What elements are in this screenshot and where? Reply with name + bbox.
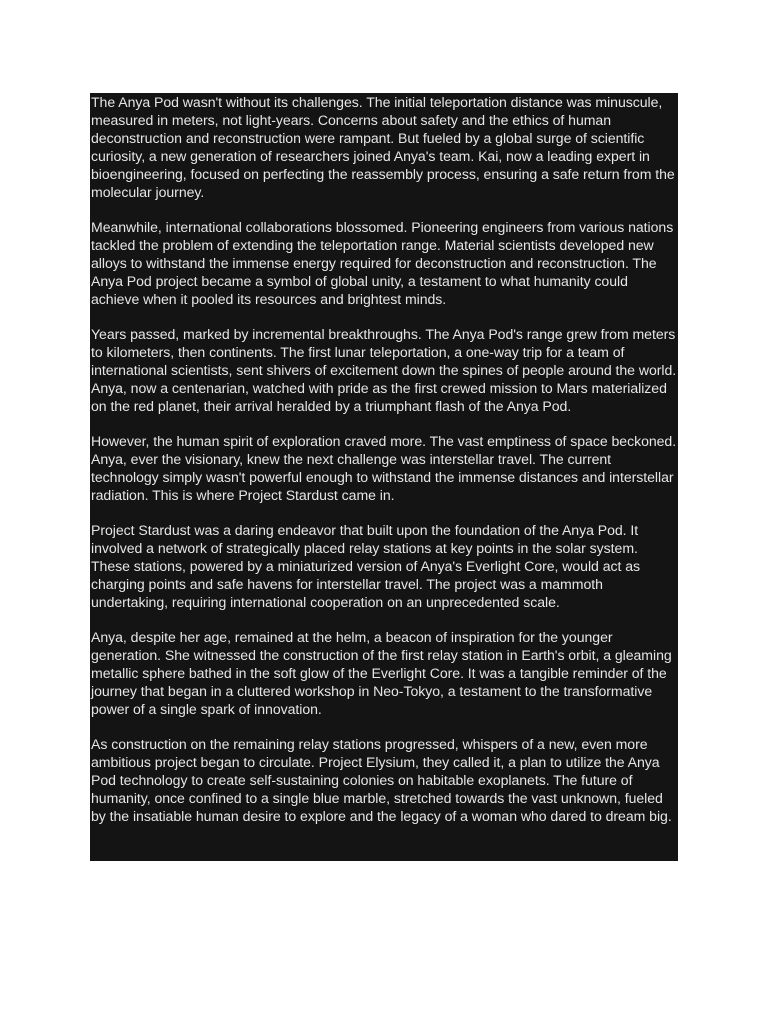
paragraph-1: The Anya Pod wasn't without its challenges. The initial teleportation distance was minuscule, measured in meters, not light-years. Concerns about safety and the ethics of human deconstruction and reconstruction were rampant. But fueled by a global surge of scientific curiosity, a new generation of researchers joined Anya's team. Kai, now a leading expert in bioengineering, focused on perfecting the reassembly process, ensuring a safe return from the molecular journey.	[91, 94, 675, 200]
paragraph-3: Years passed, marked by incremental breakthroughs. The Anya Pod's range grew from meters to kilometers, then continents. The first lunar teleportation, a one-way trip for a team of international scientists, sent shivers of excitement down the spines of people around the world. Anya, now a centenarian, watched with pride as the first crewed mission to Mars materialized on the red planet, their arrival heralded by a triumphant flash of the Anya Pod.	[91, 326, 677, 414]
paragraph-2: Meanwhile, international collaborations blossomed. Pioneering engineers from various nations tackled the problem of extending the teleportation range. Material scientists developed new alloys to withstand the immense energy required for deconstruction and reconstruction. The Anya Pod project became a symbol of global unity, a testament to what humanity could achieve when it pooled its resources and brightest minds.	[91, 219, 674, 307]
paragraph-6: Anya, despite her age, remained at the helm, a beacon of inspiration for the younger generation. She witnessed the construction of the first relay station in Earth's orbit, a gleaming metallic sphere bathed in the soft glow of the Everlight Core. It was a tangible reminder of the journey that began in a cluttered workshop in Neo-Tokyo, a testament to the transformative power of a single spark of innovation.	[91, 629, 672, 717]
paragraph-4: However, the human spirit of exploration craved more. The vast emptiness of space beckoned. Anya, ever the visionary, knew the next challenge was interstellar travel. The current technology simply wasn't powerful enough to withstand the immense distances and interstellar radiation. This is where Project Stardust came in.	[91, 433, 677, 503]
paragraph-7: As construction on the remaining relay stations progressed, whispers of a new, even more ambitious project began to circulate. Project Elysium, they called it, a plan to utilize the Anya Pod technology to create self-sustaining colonies on habitable exoplanets. The future of humanity, once confined to a single blue marble, stretched towards the vast unknown, fueled by the insatiable human desire to explore and the legacy of a woman who dared to dream big.	[91, 736, 672, 824]
paragraph-5: Project Stardust was a daring endeavor that built upon the foundation of the Anya Pod. It involved a network of strategically placed relay stations at key points in the solar system. These stations, powered by a miniaturized version of Anya's Everlight Core, would act as charging points and safe havens for interstellar travel. The project was a mammoth undertaking, requiring international cooperation on an unprecedented scale.	[91, 522, 641, 610]
story-text-block	[90, 93, 678, 861]
